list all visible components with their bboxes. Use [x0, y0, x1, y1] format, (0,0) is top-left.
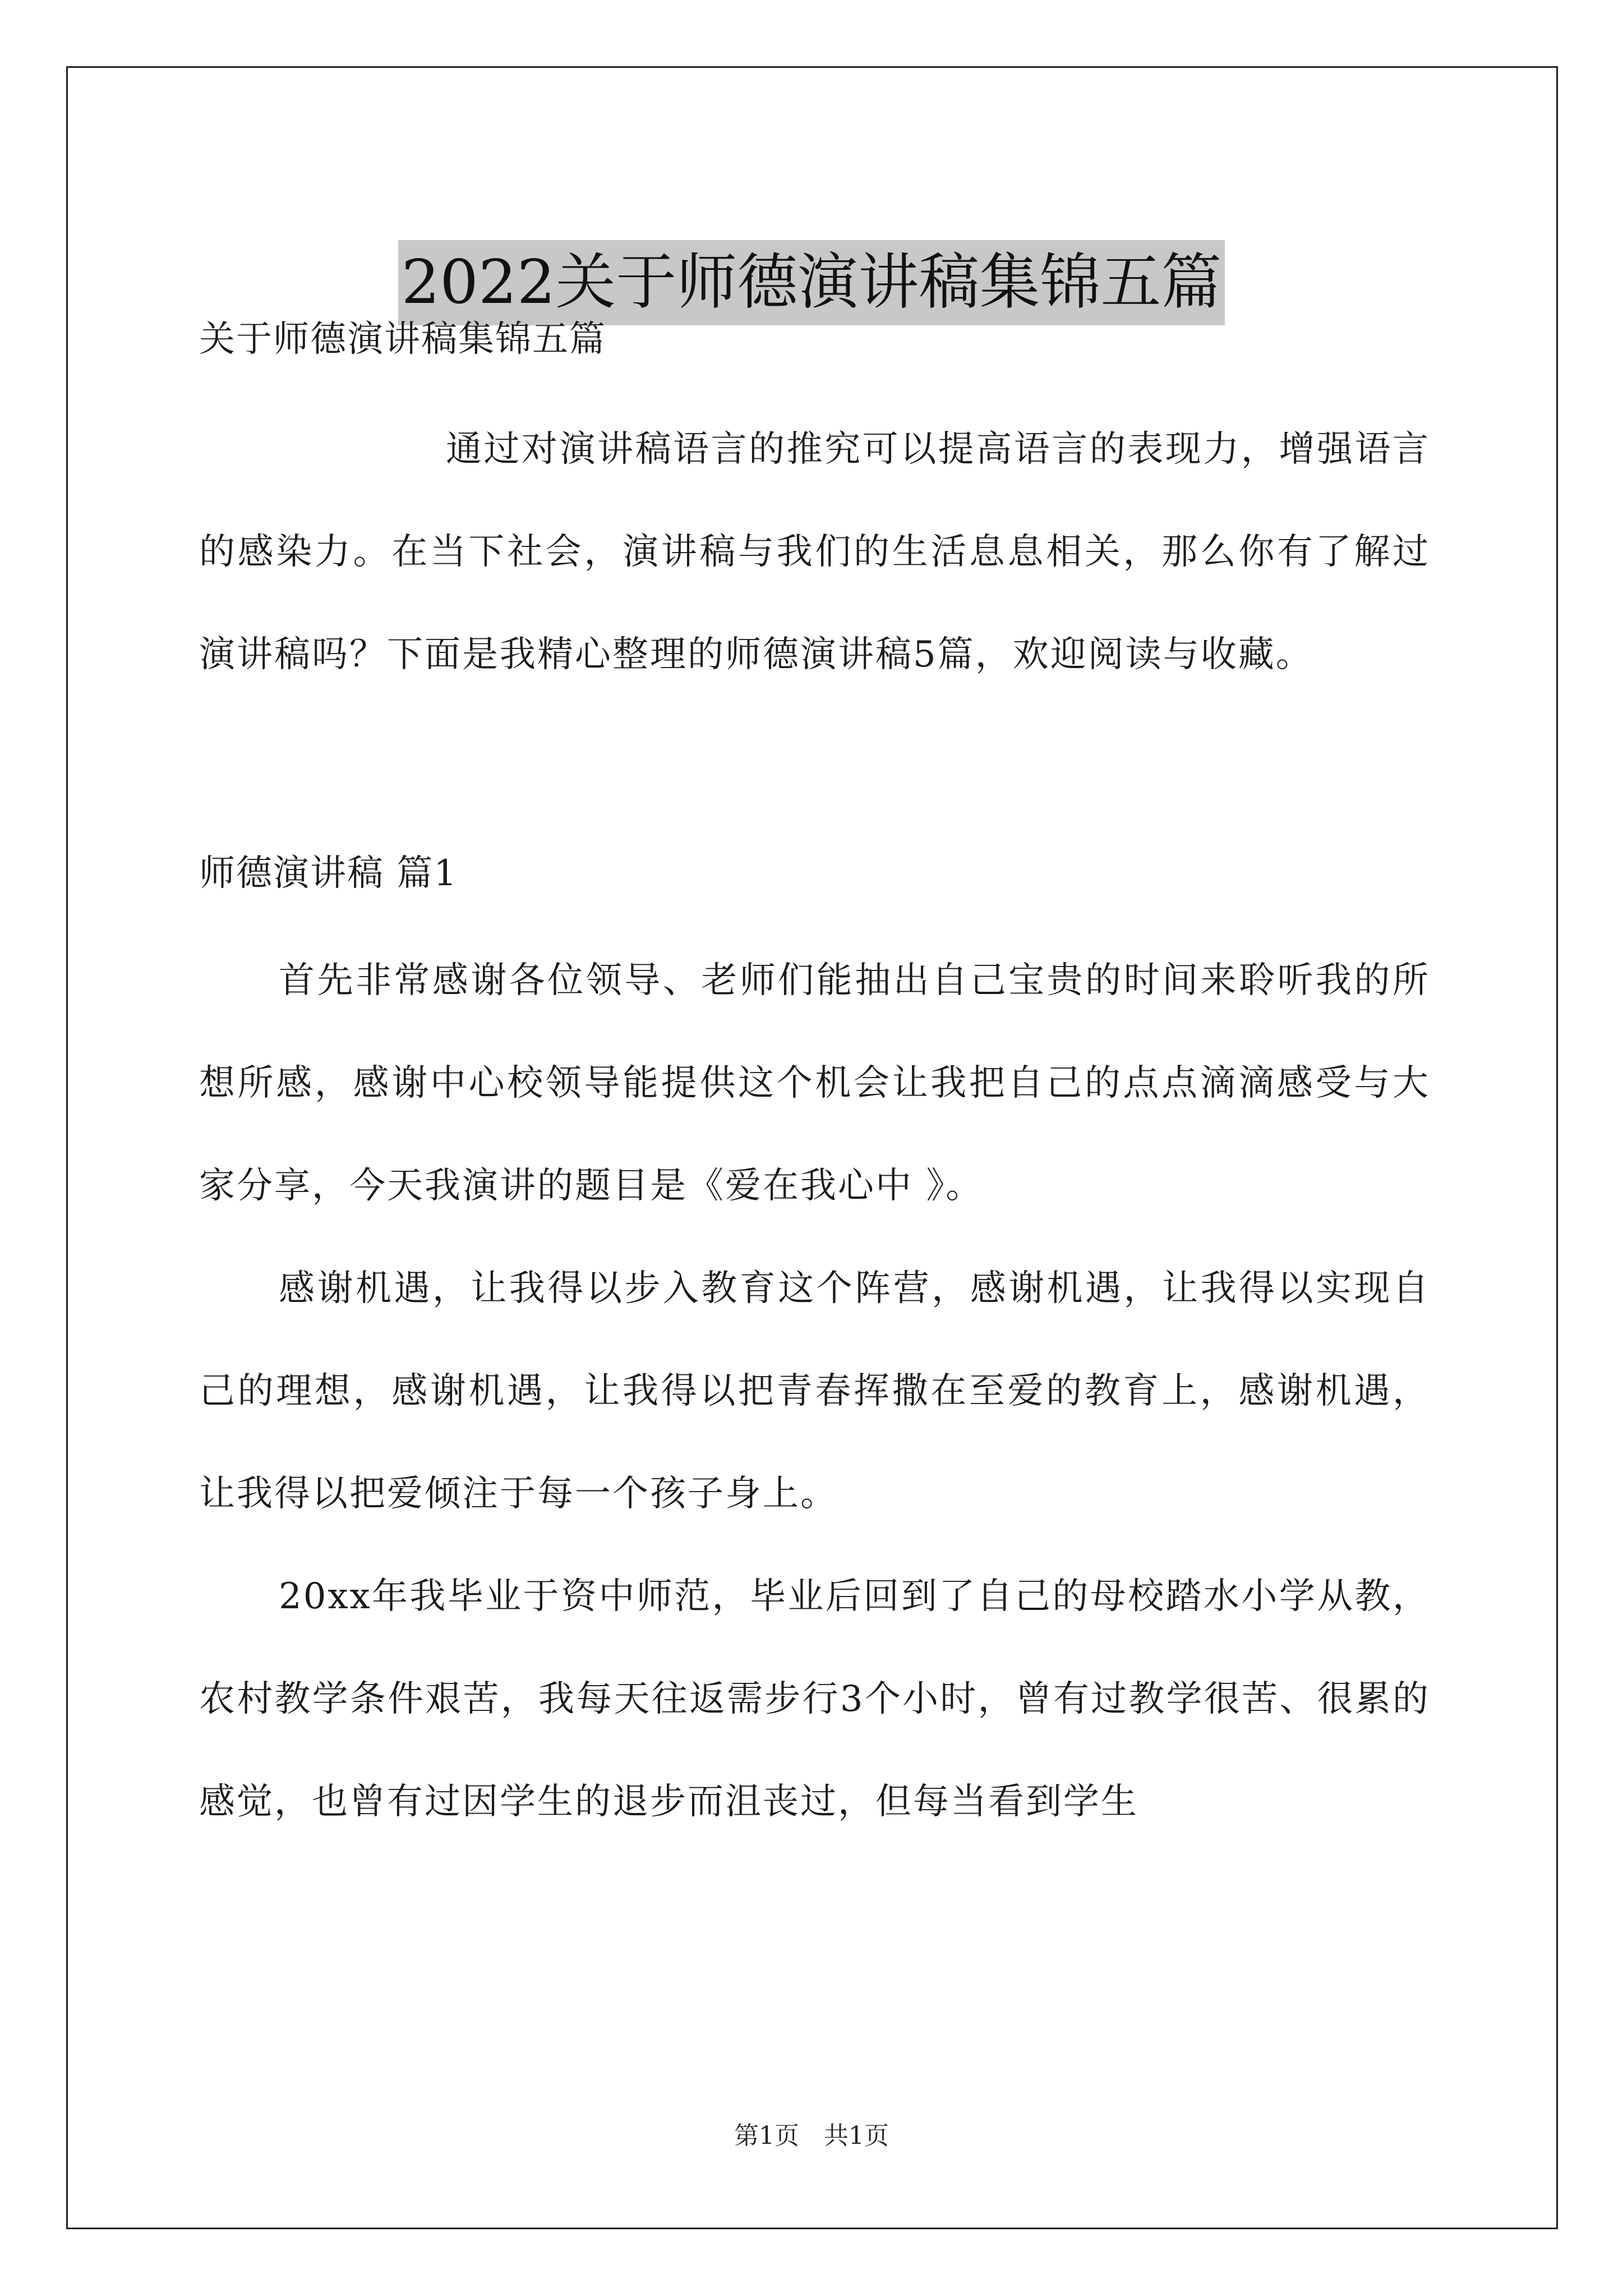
document-title: 2022关于师德演讲稿集锦五篇 — [398, 240, 1225, 325]
page-footer: 第1页 共1页 — [734, 2122, 889, 2150]
body-paragraph-1: 首先非常感谢各位领导、老师们能抽出自己宝贵的时间来聆听我的所想所感，感谢中心校领导能提供这个机会让我把自己的点点滴滴感受与大家分享，今天我演讲的题目是《爱在我心中 》。 — [199, 960, 1430, 1207]
body-paragraph-3: 20xx年我毕业于资中师范，毕业后回到了自己的母校踏水小学从教，农村教学条件艰苦，我每天往返需步行3个小时，曾有过教学很苦、很累的感觉，也曾有过因学生的退步而沮丧过，但每当看到学生 — [199, 1576, 1430, 1823]
body-paragraph-2: 感谢机遇，让我得以步入教育这个阵营，感谢机遇，让我得以实现自己的理想，感谢机遇，让我得以把青春挥撒在至爱的教育上，感谢机遇，让我得以把爱倾注于每一个孩子身上。 — [199, 1268, 1430, 1515]
document-subtitle: 关于师德演讲稿集锦五篇 — [199, 319, 606, 360]
intro-paragraph: 通过对演讲稿语言的推究可以提高语言的表现力，增强语言的感染力。在当下社会，演讲稿与我们的生活息息相关，那么你有了解过演讲稿吗？下面是我精心整理的师德演讲稿5篇，欢迎阅读与收藏。 — [199, 429, 1430, 675]
section-heading: 师德演讲稿 篇1 — [199, 853, 458, 894]
document-body — [199, 311, 1430, 1853]
